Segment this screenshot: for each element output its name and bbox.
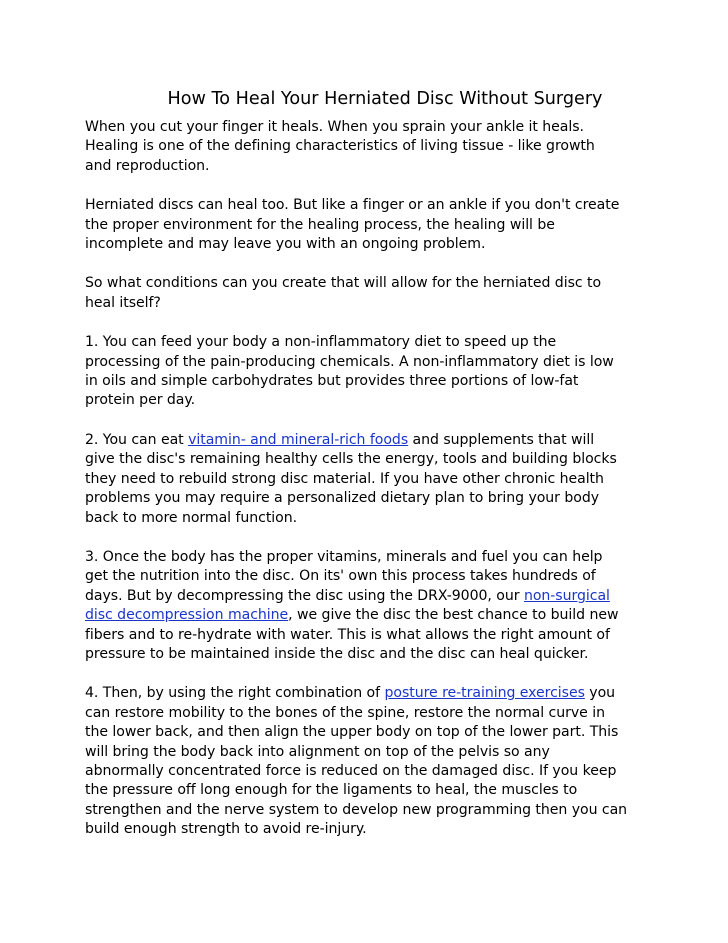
text-line: abnormally concentrated force is reduced on the damaged disc. If you keep bbox=[85, 762, 617, 779]
text-line: the lower back, and then align the upper body on top of the lower part. This bbox=[85, 724, 619, 741]
vitamin-foods-link[interactable]: vitamin- and mineral-rich foods bbox=[188, 431, 409, 448]
text-line: give the disc's remaining healthy cells the energy, tools and building blocks bbox=[85, 451, 617, 468]
text-line: the pressure off long enough for the ligaments to heal, the muscles to bbox=[85, 782, 578, 799]
text-line: they need to rebuild strong disc material. If you have other chronic health bbox=[85, 470, 604, 487]
paragraph-step-4 bbox=[85, 684, 685, 839]
decompression-machine-link-part1[interactable]: non-surgical bbox=[523, 587, 610, 604]
text-segment: you bbox=[584, 685, 616, 702]
text-segment: days. But by decompressing the disc using the DRX-9000, our bbox=[85, 587, 524, 604]
text-line: strengthen and the nerve system to develop new programming then you can bbox=[85, 801, 628, 818]
text-line: So what conditions can you create that will allow for the herniated disc to bbox=[85, 275, 602, 292]
text-line: get the nutrition into the disc. On its' own this process takes hundreds of bbox=[85, 568, 596, 585]
text-line: When you cut your finger it heals. When you sprain your ankle it heals. bbox=[85, 119, 584, 135]
posture-exercises-link[interactable]: posture re-training exercises bbox=[384, 685, 585, 702]
text-segment: 4. Then, by using the right combination of bbox=[85, 685, 385, 702]
text-line: 3. Once the body has the proper vitamins, minerals and fuel you can help bbox=[85, 548, 603, 565]
paragraph-conditions bbox=[85, 274, 685, 313]
paragraph-step-1 bbox=[85, 333, 685, 411]
text-line bbox=[85, 684, 685, 703]
paragraph-intro bbox=[85, 118, 685, 176]
text-line: back to more normal function. bbox=[85, 509, 298, 526]
text-line: and reproduction. bbox=[85, 157, 210, 174]
paragraph-herniated-discs bbox=[85, 196, 685, 254]
text-line: problems you may require a personalized dietary plan to bring your body bbox=[85, 490, 600, 507]
decompression-machine-link-part2[interactable]: disc decompression machine bbox=[85, 607, 289, 624]
text-line: processing of the pain-producing chemicals. A non-inflammatory diet is low bbox=[85, 353, 614, 370]
text-line: Herniated discs can heal too. But like a finger or an ankle if you don't create bbox=[85, 197, 620, 214]
text-line: 1. You can feed your body a non-inflammatory diet to speed up the bbox=[85, 334, 557, 351]
page-title: How To Heal Your Herniated Disc Without Surgery bbox=[167, 89, 603, 109]
text-line: incomplete and may leave you with an ongoing problem. bbox=[85, 236, 486, 253]
text-line: fibers and to re-hydrate with water. This is what allows the right amount of bbox=[85, 626, 610, 643]
text-line: pressure to be maintained inside the disc and the disc can heal quicker. bbox=[85, 645, 589, 662]
text-line: the proper environment for the healing process, the healing will be bbox=[85, 216, 555, 233]
text-line: build enough strength to avoid re-injury. bbox=[85, 821, 367, 838]
text-segment: and supplements that will bbox=[408, 431, 595, 448]
text-line bbox=[85, 606, 685, 625]
text-line: in oils and simple carbohydrates but provides three portions of low-fat bbox=[85, 373, 579, 390]
text-line bbox=[85, 587, 685, 606]
text-line: can restore mobility to the bones of the spine, restore the normal curve in bbox=[85, 704, 605, 721]
text-line: heal itself? bbox=[85, 294, 161, 311]
paragraph-step-3 bbox=[85, 548, 685, 664]
text-segment: , we give the disc the best chance to build new bbox=[288, 607, 619, 624]
text-line: Healing is one of the defining characteristics of living tissue - like growth bbox=[85, 138, 595, 155]
text-segment: 2. You can eat bbox=[85, 431, 189, 448]
document-page bbox=[85, 86, 685, 860]
paragraph-step-2 bbox=[85, 431, 685, 528]
text-line bbox=[85, 431, 685, 450]
text-line: protein per day. bbox=[85, 392, 196, 409]
text-line: will bring the body back into alignment on top of the pelvis so any bbox=[85, 743, 550, 760]
